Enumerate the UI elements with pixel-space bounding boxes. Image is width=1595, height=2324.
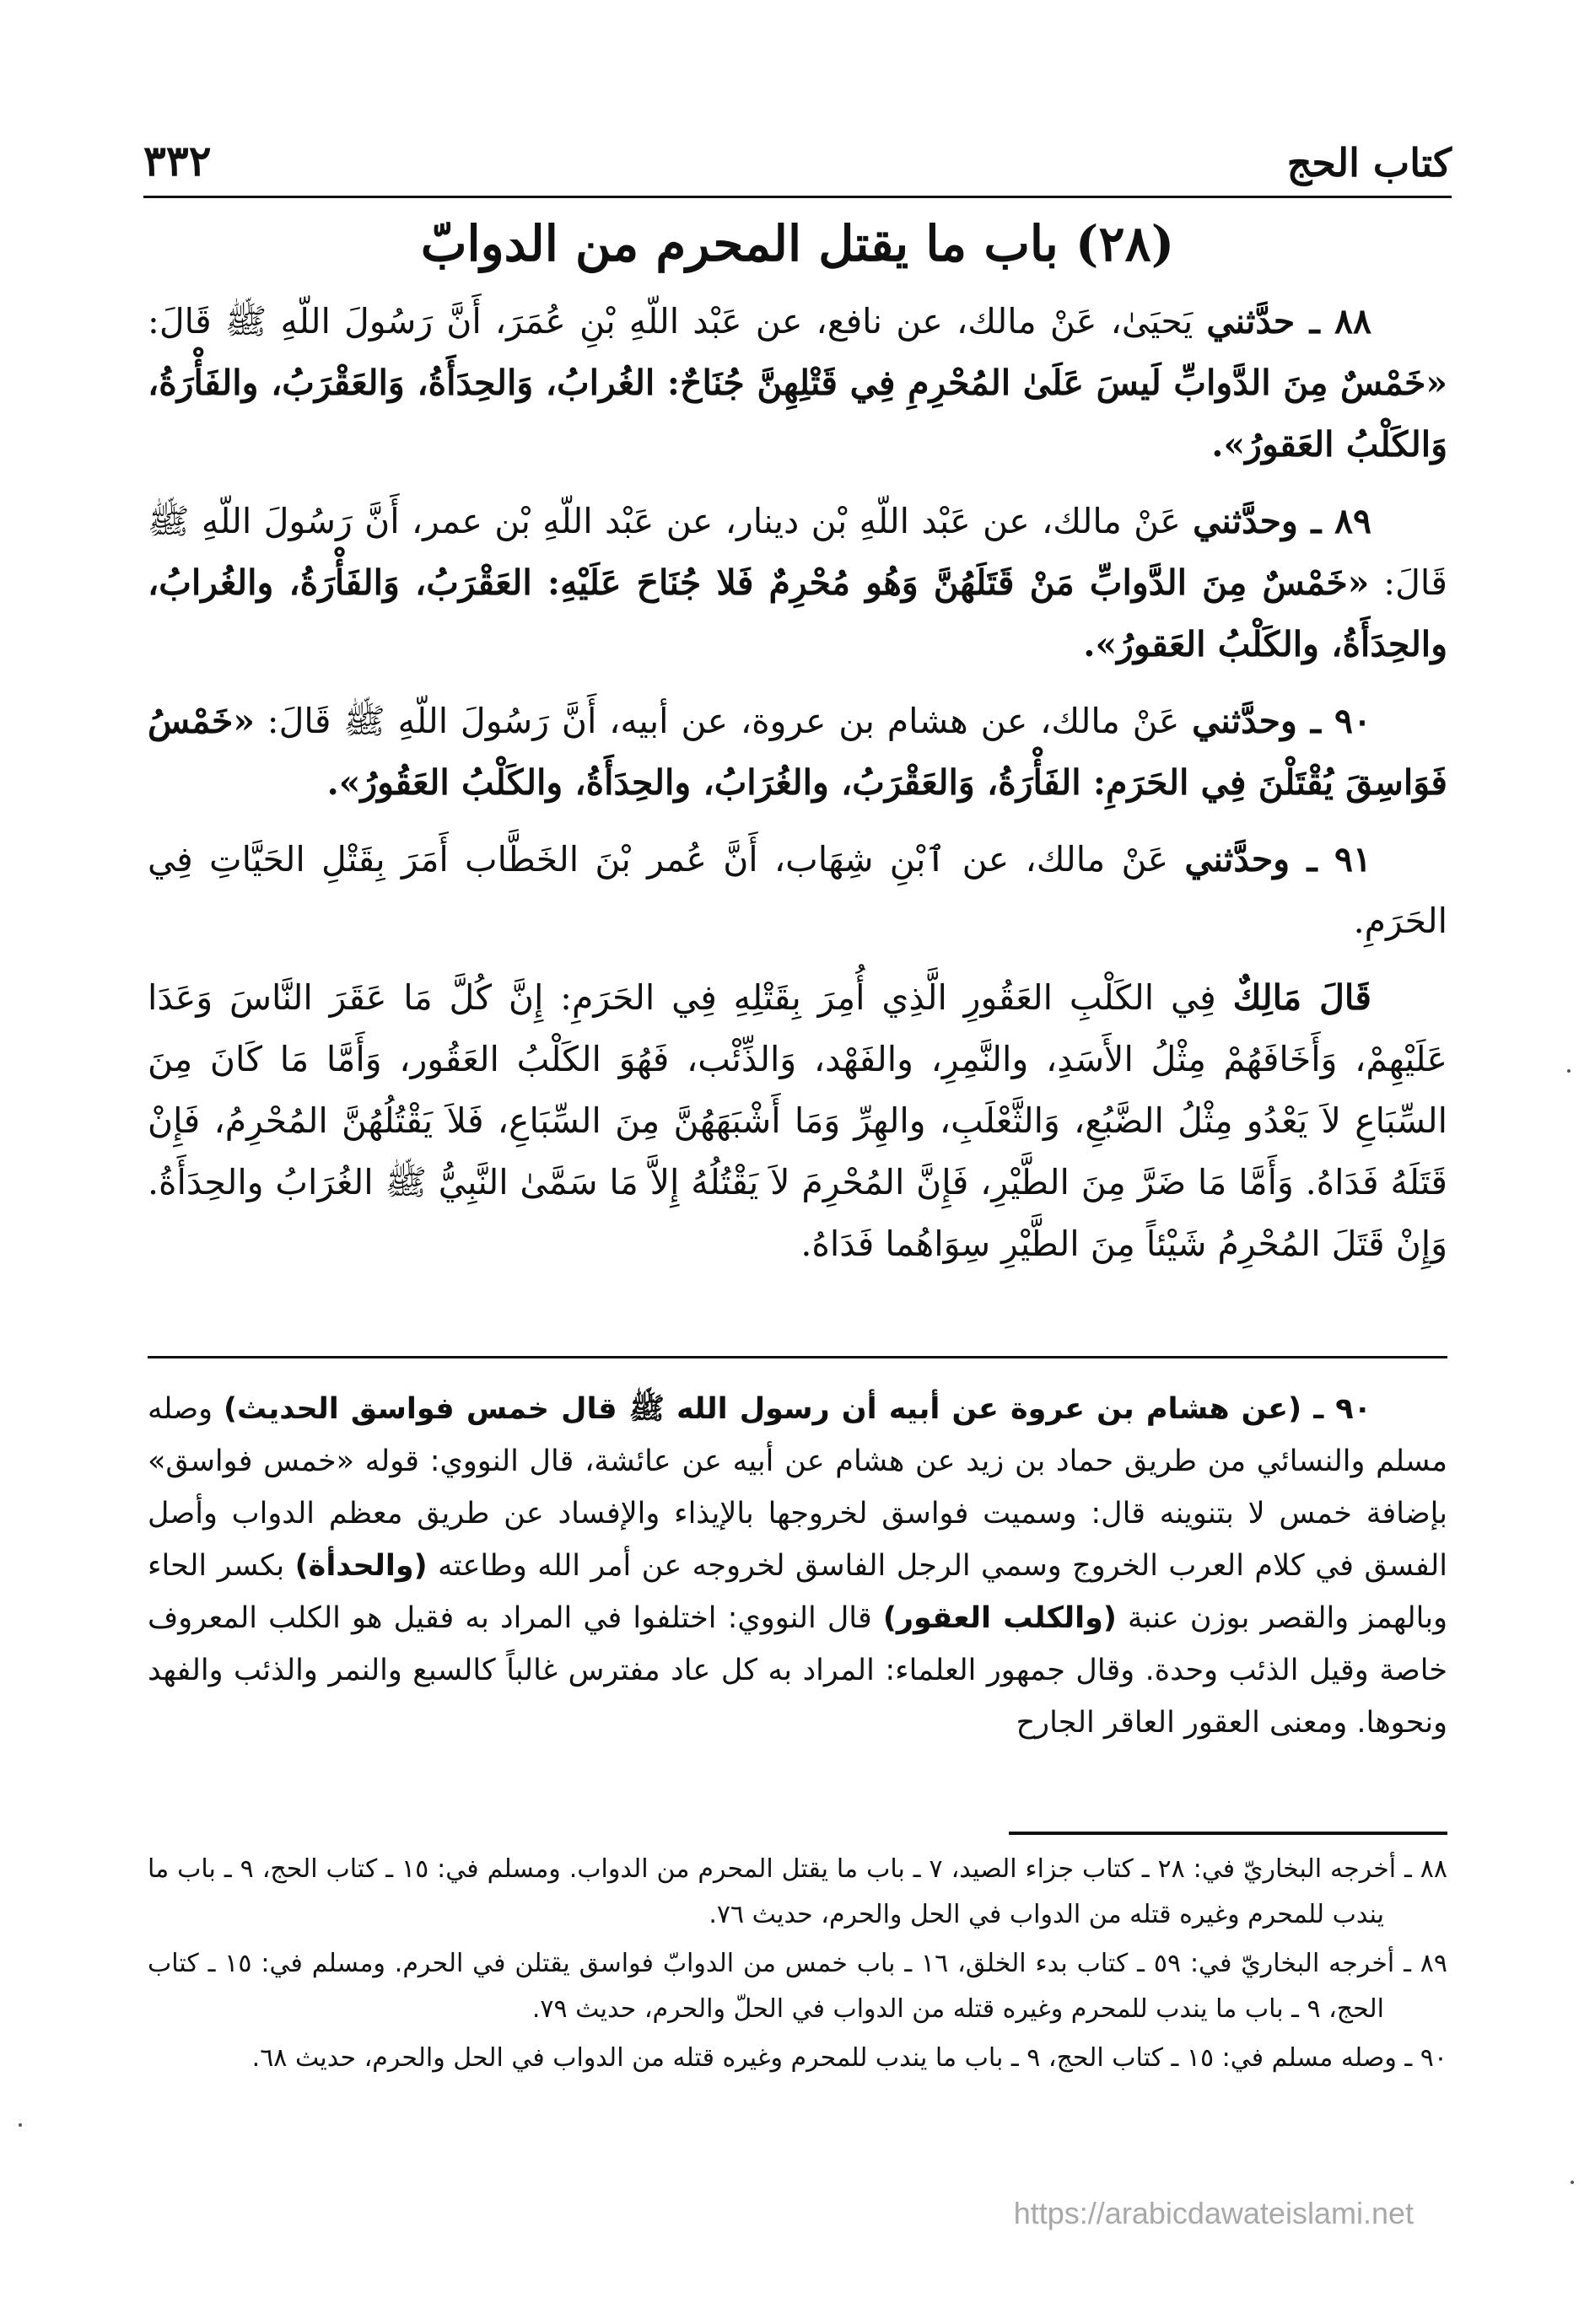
commentary-text-1: وصله مسلم والنسائي من طريق حماد بن زيد عن هشام عن أبيه عن عائشة، قال النووي: قوله «خمس فواسق» بإضافة خمس لا بتنوينه قال: وسميت فواسق لخروجها بالإيذاء والإفساد عن طريق معظم الدواب وأصل الفسق في كلام العرب الخروج وسمي الرجل الفاسق لخروجه عن أمر الله وطاعته	[148, 1392, 1447, 1583]
hadith-88-text: يَحيَىٰ، عَنْ مالك، عن نافع، عن عَبْد اللّهِ بْنِ عُمَرَ، أَنَّ رَسُولَ اللّهِ ﷺ قَالَ:	[148, 301, 1194, 342]
scan-speck	[19, 2123, 22, 2127]
footnote-88: ٨٨ ـ أخرجه البخاريّ في: ٢٨ ـ كتاب جزاء الصيد، ٧ ـ باب ما يقتل المحرم من الدواب. ومسلم في: ١٥ ـ كتاب الحج، ٩ ـ باب ما يندب للمحرم وغيره قتله من الدواب في الحل والحرم، حديث ٧٦.	[148, 1854, 1448, 1929]
footnote-divider	[1009, 1832, 1447, 1835]
hadith-91	[148, 829, 1447, 952]
hadith-89-quote: «خَمْسٌ مِنَ الدَّوابِّ مَنْ قَتَلَهُنَّ وَهُو مُحْرِمٌ فَلا جُنَاحَ عَلَيْهِ: العَقْرَبُ، وَالفَأْرَةُ، والغُرابُ، والحِدَأَةُ، والكَلْبُ العَقورُ».	[148, 562, 1447, 664]
hadith-90	[148, 691, 1447, 814]
commentary-term-1: (والحدأة)	[294, 1549, 428, 1583]
watermark-url: https://arabicdawateislami.net	[1013, 2196, 1414, 2230]
scan-speck	[1571, 2181, 1574, 2184]
commentary	[148, 1383, 1447, 1749]
hadith-90-quote: «خَمْسُ فَوَاسِقَ يُقْتَلْنَ فِي الحَرَمِ: الفَأْرَةُ، وَالعَقْرَبُ، والغُرَابُ، والحِدَأَةُ، والكَلْبُ العَقُورُ».	[148, 701, 1447, 803]
malik-statement	[148, 967, 1447, 1275]
hadith-91-text: عَنْ مالك، عن ٱبْنِ شِهَاب، أَنَّ عُمر بْنَ الخَطَّاب أَمَرَ بِقَتْلِ الحَيَّاتِ فِي الحَرَمِ.	[148, 839, 1447, 941]
footnote-90: ٩٠ ـ وصله مسلم في: ١٥ ـ كتاب الحج، ٩ ـ باب ما يندب للمحرم وغيره قتله من الدواب في الحل والحرم، حديث ٦٨.	[251, 2043, 1447, 2073]
main-text	[148, 291, 1447, 1290]
commentary-text-2: بكسر الحاء وبالهمز والقصر بوزن عنبة	[148, 1549, 1447, 1635]
hadith-91-lead: ٩١ ـ وحدَّثني	[1184, 839, 1371, 880]
malik-statement-text: فِي الكَلْبِ العَقُورِ الَّذِي أُمِرَ بِقَتْلِهِ فِي الحَرَمِ: إِنَّ كُلَّ مَا عَقَرَ النَّاسَ وَعَدَا عَلَيْهِمْ، وَأَخَافَهُمْ مِثْلُ الأَسَدِ، والنَّمِرِ، والفَهْد، وَالذِّئْب، فَهُوَ الكَلْبُ العَقُور، وَأَمَّا مَا كَانَ مِنَ السِّبَاعِ لاَ يَعْدُو مِثْلُ الضَّبُعِ، وَالثَّعْلَبِ، والهِرِّ وَمَا أَشْبَهَهُنَّ مِنَ السِّبَاعِ، فَلاَ يَقْتُلُهُنَّ المُحْرِمُ، فَإِنْ قَتَلَهُ فَدَاهُ. وَأَمَّا مَا ضَرَّ مِنَ الطَّيْرِ، فَإِنَّ المُحْرِمَ لاَ يَقْتُلُهُ إِلاَّ مَا سَمَّىٰ النَّبِيُّ ﷺ الغُرَابُ والحِدَأَةُ. وَإِنْ قَتَلَ المُحْرِمُ شَيْئاً مِنَ الطَّيْرِ سِوَاهُما فَدَاهُ.	[148, 977, 1447, 1264]
footnotes	[148, 1847, 1447, 2085]
chapter-title: (٢٨) باب ما يقتل المحرم من الدوابّ	[420, 215, 1175, 272]
commentary-lead: ٩٠ ـ (عن هشام بن عروة عن أبيه أن رسول الله ﷺ قال خمس فواسق الحديث)	[224, 1392, 1371, 1426]
running-title: كتاب الحج	[1286, 140, 1452, 186]
hadith-89-lead: ٨٩ ـ وحدَّثني	[1193, 501, 1371, 541]
hadith-88	[148, 291, 1447, 476]
hadith-88-lead: ٨٨ ـ حدَّثني	[1206, 301, 1371, 342]
commentary-divider	[148, 1356, 1447, 1358]
hadith-90-lead: ٩٠ ـ وحدَّثني	[1192, 701, 1371, 741]
commentary-paragraph	[148, 1383, 1447, 1749]
page-header	[143, 118, 1452, 198]
hadith-89-text: عَنْ مالك، عن عَبْد اللّهِ بْن دينار، عن عَبْد اللّهِ بْن عمر، أَنَّ رَسُولَ اللّهِ ﷺ قَالَ:	[148, 501, 1447, 603]
hadith-90-text: عَنْ مالك، عن هشام بن عروة، عن أبيه، أَنَّ رَسُولَ اللّهِ ﷺ قَالَ:	[267, 701, 1180, 741]
malik-statement-lead: قَالَ مَالِكٌ	[1232, 977, 1372, 1018]
scan-speck	[1567, 1069, 1571, 1073]
commentary-text-3: قال النووي: اختلفوا في المراد به فقيل هو الكلب المعروف خاصة وقيل الذئب وحدة. وقال جمهور العلماء: المراد به كل عاد مفترس غالباً كالسبع والنمر والذئب والفهد ونحوها. ومعنى العقور العاقر الجارح	[148, 1601, 1447, 1740]
commentary-term-2: (والكلب العقور)	[882, 1601, 1117, 1635]
footnote-89: ٨٩ ـ أخرجه البخاريّ في: ٥٩ ـ كتاب بدء الخلق، ١٦ ـ باب خمس من الدوابّ فواسق يقتلن في الحرم. ومسلم في: ١٥ ـ كتاب الحج، ٩ ـ باب ما يندب للمحرم وغيره قتله من الدواب في الحلّ والحرم، حديث ٧٩.	[148, 1949, 1447, 2024]
page-number: ٣٣٢	[143, 136, 212, 186]
hadith-89	[148, 491, 1447, 675]
hadith-88-quote: «خَمْسٌ مِنَ الدَّوابِّ لَيسَ عَلَىٰ المُحْرِمِ فِي قَتْلِهِنَّ جُنَاحٌ: الغُرابُ، وَالحِدَأَةُ، وَالعَقْرَبُ، والفَأْرَةُ، وَالكَلْبُ العَقورُ».	[148, 363, 1447, 465]
